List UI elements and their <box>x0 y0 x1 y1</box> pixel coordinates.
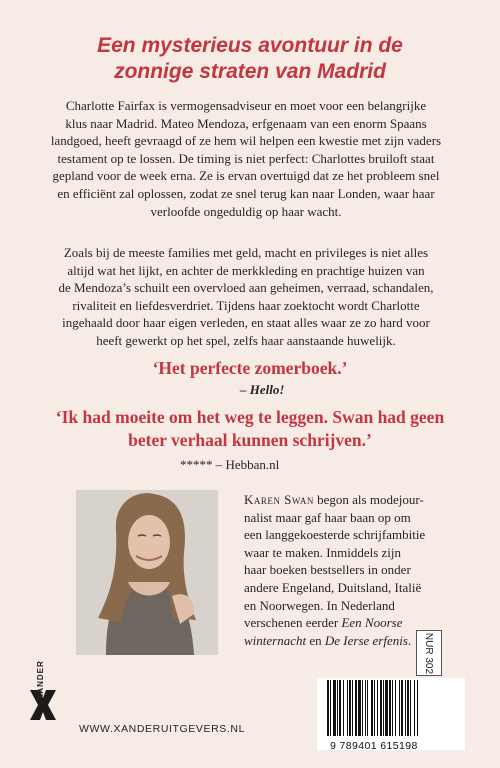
barcode-bar <box>377 680 378 736</box>
book-title: De Ierse erfenis <box>324 632 408 648</box>
barcode-bar <box>349 680 351 736</box>
publisher-logo-text: XANDER <box>36 660 45 700</box>
nur-code: NUR 302 <box>423 632 435 674</box>
text-line: andere Engeland, Duitsland, Italië <box>244 579 422 595</box>
barcode-bar <box>330 680 331 736</box>
text-line: altijd wat het lijkt, en achter de merkkleding en prachtige huizen van <box>67 262 425 278</box>
barcode-bar <box>339 680 341 736</box>
barcode-bar <box>337 680 338 736</box>
author-portrait-illustration <box>76 490 218 655</box>
book-title: Een Noorse <box>341 615 403 631</box>
text-line: en efficiënt zal oplossen, zodat ze snel terug kan naar Londen, waar haar <box>57 185 435 201</box>
barcode-bar <box>327 680 329 736</box>
text-line: gepland voor de week erna. Ze is ervan overtuigd dat ze het probleem snel <box>52 168 440 184</box>
barcode-bar <box>362 680 363 736</box>
synopsis-paragraph-2 <box>36 244 456 350</box>
text-line: testament op te lossen. De timing is niet perfect: Charlottes bruiloft staat <box>57 150 435 166</box>
headline <box>40 33 460 85</box>
synopsis-paragraph-1 <box>36 97 456 220</box>
author-name: Karen Swan <box>244 492 314 507</box>
barcode-bars <box>317 678 465 738</box>
barcode-bar <box>380 680 382 736</box>
text-line: de Mendoza’s schuilt een overvloed aan geheimen, verraad, schandalen, <box>58 280 434 296</box>
barcode-bar <box>399 680 400 736</box>
barcode-bar <box>365 680 366 736</box>
text-line: heeft gewerkt op het spel, zelfs haar aanstaande huwelijk. <box>96 332 396 348</box>
text-line: ingehaald door haar eigen verleden, en staat alles waar ze zo hard voor <box>62 315 430 331</box>
barcode-bar <box>333 680 336 736</box>
barcode-bar <box>385 680 388 736</box>
barcode-bar <box>401 680 403 736</box>
text-line: klus naar Madrid. Mateo Mendoza, erfgenaam van een enorm Spaans <box>65 115 427 131</box>
barcode-bar <box>410 680 411 736</box>
barcode-bar <box>405 680 406 736</box>
text-line: verschenen eerder Een Noorse <box>244 615 403 631</box>
publisher-website: WWW.XANDERUITGEVERS.NL <box>79 723 246 735</box>
nur-code-box <box>416 630 442 676</box>
barcode-bar <box>371 680 373 736</box>
headline-line: zonnige straten van Madrid <box>114 60 386 83</box>
barcode-bar <box>417 680 418 736</box>
quote-line: beter verhaal kunnen schrijven.’ <box>128 430 372 450</box>
barcode-bar <box>395 680 396 736</box>
barcode-bar <box>383 680 384 736</box>
review-quote-2 <box>38 406 462 452</box>
text-line: landgoed, heeft gevraagd of ze hem wil helpen een kwestie met zijn vaders <box>50 133 442 149</box>
text-line: Karen Swan begon als modejour- <box>244 492 424 507</box>
barcode-bar <box>343 680 344 736</box>
text-line: Zoals bij de meeste families met geld, macht en privileges is niet alles <box>63 245 429 260</box>
barcode-bar <box>407 680 409 736</box>
text-line: en Noorwegen. In Nederland <box>244 597 395 613</box>
book-title: winternacht <box>244 632 307 648</box>
text-line: waar te maken. Inmiddels zijn <box>244 544 402 560</box>
barcode-bar <box>355 680 357 736</box>
barcode-bar <box>352 680 353 736</box>
barcode-bar <box>374 680 375 736</box>
review-attribution-2: ***** – Hebban.nl <box>180 457 280 472</box>
author-photo <box>76 490 218 655</box>
quote-line: ‘Ik had moeite om het weg te leggen. Swan had geen <box>55 407 445 427</box>
text-line: verloofde ongeduldig op haar wacht. <box>150 203 342 219</box>
author-bio <box>244 491 460 649</box>
barcode-bar <box>392 680 393 736</box>
review-attribution-1: – Hello! <box>240 382 285 397</box>
text-line: haar boeken bestsellers in onder <box>244 562 411 578</box>
barcode-bar <box>367 680 368 736</box>
barcode-bar <box>389 680 391 736</box>
headline-line: Een mysterieus avontuur in de <box>97 34 403 57</box>
review-quote-1: ‘Het perfecte zomerboek.’ <box>152 358 348 378</box>
text-line: winternacht en De Ierse erfenis. <box>244 632 412 648</box>
text-line: rivaliteit en liefdesverdriet. Tijdens haar zoektocht wordt Charlotte <box>72 297 420 313</box>
barcode-bar <box>414 680 415 736</box>
text-line: nalist maar gaf haar baan op om <box>244 509 411 525</box>
barcode-bar <box>358 680 361 736</box>
text-line: Charlotte Fairfax is vermogensadviseur en moet voor een belangrijke <box>65 98 427 113</box>
text-line: een langgekoesterde schrijfambitie <box>244 527 426 543</box>
isbn-number: 9 789401 615198 <box>330 740 418 752</box>
barcode-bar <box>347 680 348 736</box>
